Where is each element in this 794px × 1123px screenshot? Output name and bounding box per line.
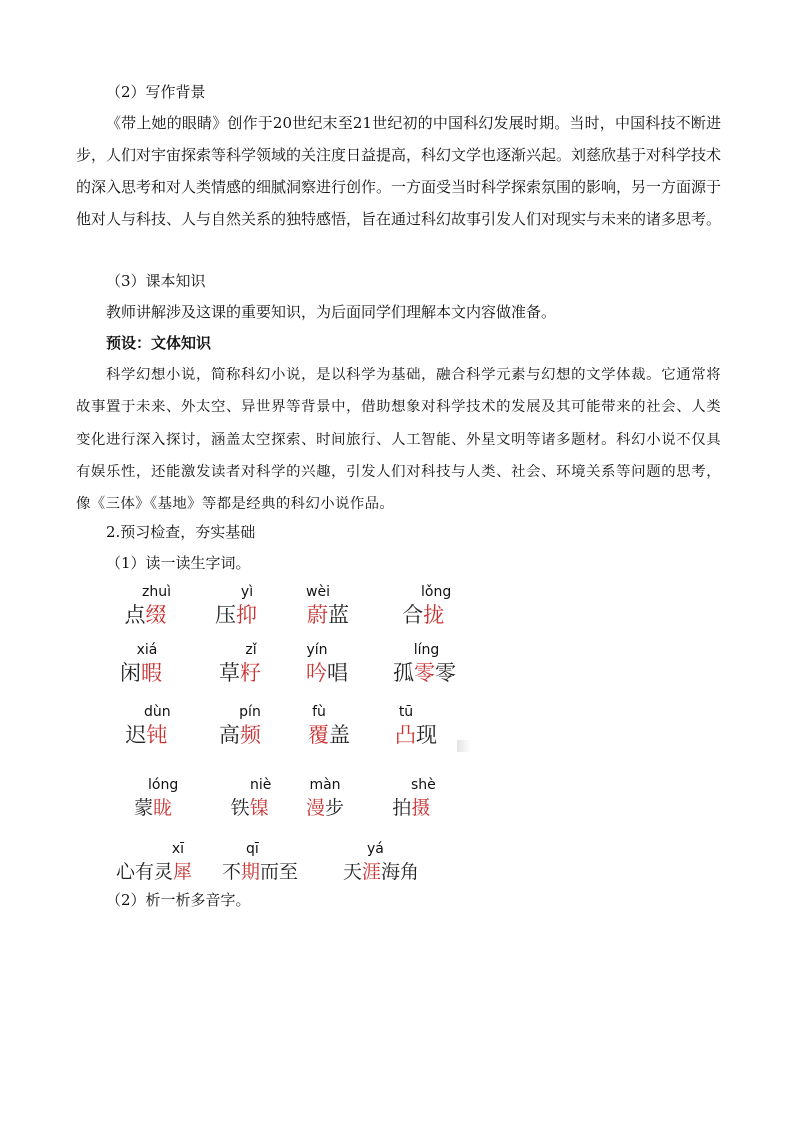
vocab-char: 合 [402, 603, 424, 627]
vocab-char: 盖 [329, 723, 350, 747]
pinyin: qī [246, 841, 259, 857]
pinyin: zǐ [245, 642, 257, 658]
vocab-char-highlight: 凸 [395, 723, 416, 747]
vocab-char: 铁 [230, 797, 250, 819]
genre-paragraph: 科学幻想小说，简称科幻小说，是以科学为基础，融合科学元素与幻想的文学体裁。它通常将故事置于未来、外太空、异世界等背景中，借助想象对科学技术的发展及其可能带来的社会、人类变化进行深入探讨，涵盖太空探索、时间旅行、人工智能、外星文明等诸多题材。科幻小说不仅具有娱乐性，还能激发读者对科学的兴趣，引发人们对科技与人类、社会、环境关系等问题的思考，像《三体》《基地》等都是经典的科幻小说作品。 [76, 367, 721, 513]
preset-label: 预设：文体知识 [106, 334, 212, 352]
vocab-char: 迟 [125, 723, 147, 747]
vocab-char-highlight: 期 [241, 861, 261, 883]
vocab-char: 心有灵 [116, 861, 174, 883]
vocab-char: 闲 [120, 661, 141, 685]
scan-smudge [457, 740, 471, 752]
vocab-char: 蓝 [327, 603, 349, 627]
vocab-char: 步 [325, 797, 345, 819]
vocab-char: 草 [219, 661, 240, 685]
vocab-char-highlight: 暇 [141, 661, 162, 685]
pinyin: tū [398, 704, 414, 720]
pinyin: shè [411, 777, 436, 793]
pinyin: yì [240, 584, 254, 600]
pinyin: yá [367, 841, 384, 857]
pinyin: zhuì [142, 584, 171, 600]
vocab-char-highlight: 镍 [249, 797, 269, 819]
vocab-char-highlight: 籽 [240, 661, 261, 685]
vocab-char-highlight: 摄 [411, 797, 431, 819]
vocab-char: 点 [124, 603, 146, 627]
vocab-item [387, 776, 436, 822]
vocab-char-highlight: 缀 [145, 603, 167, 627]
vocab-item [222, 840, 298, 886]
vocab-char: 零 [435, 661, 456, 685]
pinyin: lóng [148, 777, 179, 793]
vocab-char: 高 [219, 723, 240, 747]
vocab-char: 压 [215, 603, 236, 627]
read-heading: （1）读一读生字词。 [106, 554, 251, 572]
vocab-char: 不 [222, 861, 242, 883]
pinyin: yín [306, 642, 328, 658]
poly-heading: （2）析一析多音字。 [106, 891, 251, 909]
vocab-item [228, 776, 271, 822]
vocab-char: 而至 [260, 861, 299, 883]
knowledge-intro: 教师讲解涉及这课的重要知识，为后面同学们理解本文内容做准备。 [106, 303, 557, 321]
vocab-char-highlight: 眬 [153, 797, 173, 819]
pinyin: fù [312, 704, 326, 720]
vocab-item [306, 641, 348, 687]
pinyin: líng [413, 642, 440, 658]
vocab-item [219, 703, 261, 749]
pinyin: dùn [144, 704, 171, 720]
vocab-item [343, 840, 419, 886]
vocab-char: 唱 [327, 661, 348, 685]
vocab-item [395, 583, 451, 629]
vocab-char-highlight: 吟 [306, 661, 327, 685]
vocab-item [128, 776, 178, 822]
background-heading: （2）写作背景 [106, 83, 206, 101]
vocab-char: 蒙 [134, 797, 154, 819]
background-paragraph: 《带上她的眼睛》创作于20世纪末至21世纪初的中国科幻发展时期。当时，中国科技不断进步，人们对宇宙探索等科学领域的关注度日益提高，科幻文学也逐渐兴起。刘慈欣基于对科学技术的深入思考和对人类情感的细腻洞察进行创作。一方面受当时科学探索氛围的影响，另一方面源于他对人与科技、人与自然关系的独特感悟，旨在通过科幻故事引发人们对现实与未来的诸多思考。 [76, 114, 722, 228]
pinyin: xiá [136, 642, 158, 658]
vocab-char-highlight: 漫 [306, 797, 326, 819]
vocab-item [393, 641, 456, 687]
vocab-item [116, 840, 192, 886]
vocab-char-highlight: 频 [240, 723, 261, 747]
vocab-char-highlight: 犀 [173, 861, 193, 883]
vocab-char: 拍 [392, 797, 412, 819]
pinyin: pín [239, 704, 261, 720]
vocab-item [306, 776, 344, 822]
vocab-char-highlight: 钝 [146, 723, 168, 747]
vocab-char-highlight: 蔚 [306, 603, 328, 627]
preview-heading: 2.预习检查，夯实基础 [106, 523, 256, 541]
vocab-char: 海角 [381, 861, 420, 883]
vocab-char-highlight: 拢 [423, 603, 445, 627]
vocab-item [122, 703, 171, 749]
vocab-item [215, 583, 257, 629]
vocab-item [120, 583, 171, 629]
pinyin: wèi [306, 584, 330, 600]
vocab-item [219, 641, 261, 687]
pinyin: niè [250, 777, 272, 793]
pinyin: xī [171, 841, 185, 857]
pinyin: lǒng [421, 584, 452, 600]
vocab-item [306, 583, 350, 629]
vocab-char-highlight: 抑 [236, 603, 257, 627]
vocab-item [120, 641, 162, 687]
vocab-char-highlight: 覆 [308, 723, 329, 747]
vocab-item [395, 703, 437, 749]
vocab-char: 孤 [393, 661, 414, 685]
vocab-char: 天 [343, 861, 363, 883]
knowledge-heading: （3）课本知识 [106, 272, 206, 290]
vocab-char-highlight: 零 [414, 661, 435, 685]
vocab-char: 现 [416, 723, 437, 747]
vocab-char-highlight: 涯 [362, 861, 382, 883]
pinyin: màn [309, 777, 341, 793]
vocab-item [308, 703, 350, 749]
